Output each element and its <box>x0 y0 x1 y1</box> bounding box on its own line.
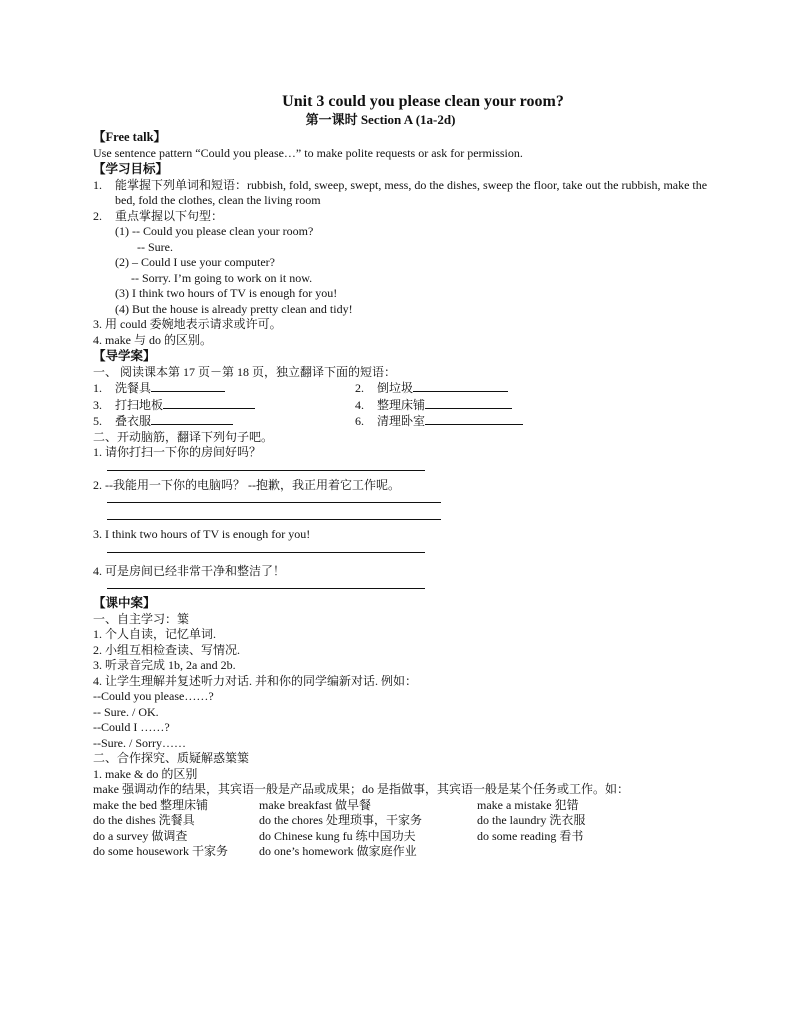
answer-blank[interactable] <box>425 413 523 425</box>
example-phrase: do the chores 处理琐事，干家务 <box>259 813 422 827</box>
answer-blank[interactable] <box>163 397 255 409</box>
phrase-text: 清理卧室 <box>377 414 426 428</box>
translate-question-4: 4. 可是房间已经非常干净和整洁了！ <box>93 563 286 578</box>
class-heading: 【课中案】 <box>93 596 156 610</box>
sentence-1b: -- Sure. <box>137 239 173 254</box>
answer-line[interactable] <box>107 510 441 520</box>
phrase-num: 3. <box>93 397 102 412</box>
dialogue-line-3: --Could I ……? <box>93 720 170 734</box>
objective-text-1: 能掌握下列单词和短语：rubbish, fold, sweep, swept, mess, do the dishes, sweep the floor, take out the rubbish, make the bed, fold the clothes, clean the living room <box>115 177 708 207</box>
phrase-item <box>93 413 355 430</box>
phrase-item <box>93 380 355 397</box>
class-item-3: 3. 听录音完成 1b, 2a and 2b. <box>93 658 236 672</box>
answer-line[interactable] <box>107 579 425 589</box>
make-do-description: make 强调动作的结果，其宾语一般是产品或成果；do 是指做事，其宾语一般是某个任务或工作。如： <box>93 782 629 796</box>
sentence-2b: -- Sorry. I’m going to work on it now. <box>131 270 313 285</box>
phrase-text: 整理床铺 <box>377 397 426 412</box>
guide-heading: 【导学案】 <box>93 349 156 363</box>
worksheet-page <box>93 92 708 860</box>
objectives-heading: 【学习目标】 <box>93 162 169 176</box>
class-item-4: 4. 让学生理解并复述听力对话. 并和你的同学编新对话. 例如： <box>93 673 418 688</box>
translate-question-1: 1. 请你打扫一下你的房间好吗？ <box>93 445 262 459</box>
guide-part-2: 二、开动脑筋，翻译下列句子吧。 <box>93 429 274 444</box>
phrase-row-1 <box>93 380 708 397</box>
phrase-row-3 <box>93 413 708 430</box>
sentence-1a: (1) -- Could you please clean your room? <box>115 224 314 238</box>
phrase-num: 5. <box>93 414 102 428</box>
example-phrase: do one’s homework 做家庭作业 <box>259 844 417 858</box>
example-phrase: do some housework 干家务 <box>93 844 228 858</box>
class-part-2: 二、合作探究、质疑解惑䈎䈎 <box>93 751 250 765</box>
phrase-item <box>355 380 508 397</box>
objective-item-1 <box>93 178 708 209</box>
page-title: Unit 3 could you please clean your room? <box>282 93 564 110</box>
phrase-text: 倒垃圾 <box>377 381 414 395</box>
example-phrase: do the dishes 洗餐具 <box>93 813 195 827</box>
example-row-2 <box>93 813 708 829</box>
free-talk-heading: 【Free talk】 <box>93 130 167 144</box>
answer-blank[interactable] <box>151 413 233 425</box>
objective-text-2: 重点掌握以下句型： <box>115 208 224 223</box>
free-talk-text: Use sentence pattern “Could you please…” to make polite requests or ask for permission. <box>93 145 523 160</box>
dialogue-line-4: --Sure. / Sorry…… <box>93 735 186 750</box>
example-phrase: make the bed 整理床铺 <box>93 797 208 812</box>
answer-blank[interactable] <box>425 397 512 409</box>
class-item-2: 2. 小组互相检查读、写情况. <box>93 642 241 657</box>
answer-blank[interactable] <box>151 380 225 392</box>
objective-num-2: 2. <box>93 208 102 223</box>
objective-item-3: 3. 用 could 委婉地表示请求或许可。 <box>93 317 282 331</box>
example-phrase: do some reading 看书 <box>477 828 584 843</box>
answer-line[interactable] <box>107 493 441 503</box>
phrase-num: 1. <box>93 381 102 395</box>
sentence-3: (3) I think two hours of TV is enough for you! <box>115 286 338 300</box>
class-part-1: 一、自主学习：䈎 <box>93 611 190 626</box>
example-phrase: do Chinese kung fu 练中国功夫 <box>259 828 416 843</box>
class-item-1: 1. 个人自读，记忆单词. <box>93 627 217 641</box>
phrase-item <box>355 413 523 430</box>
phrase-text: 洗餐具 <box>115 381 152 395</box>
phrase-num: 4. <box>355 397 364 412</box>
translate-question-3: 3. I think two hours of TV is enough for you! <box>93 527 311 541</box>
example-row-3 <box>93 829 708 845</box>
objective-item-2 <box>93 209 708 225</box>
example-phrase: do a survey 做调查 <box>93 828 188 843</box>
objective-num-1: 1. <box>93 177 102 192</box>
objective-item-4: 4. make 与 do 的区别。 <box>93 332 212 347</box>
phrase-item <box>93 397 355 414</box>
page-subtitle: 第一课时 Section A (1a-2d) <box>305 112 456 127</box>
example-phrase: make breakfast 做早餐 <box>259 797 371 812</box>
example-phrase: do the laundry 洗衣服 <box>477 813 586 827</box>
make-do-title: 1. make & do 的区别 <box>93 766 198 781</box>
example-row-1 <box>93 798 708 814</box>
phrase-num: 6. <box>355 414 364 428</box>
phrase-text: 叠衣服 <box>115 414 152 428</box>
sentence-2a: (2) – Could I use your computer? <box>115 255 275 269</box>
sentence-4: (4) But the house is already pretty clean and tidy! <box>115 301 353 316</box>
phrase-item <box>355 397 512 414</box>
example-row-4 <box>93 844 708 860</box>
phrase-num: 2. <box>355 381 364 395</box>
answer-line[interactable] <box>107 461 425 471</box>
example-phrase: make a mistake 犯错 <box>477 797 579 812</box>
dialogue-line-1: --Could you please……? <box>93 689 214 703</box>
answer-blank[interactable] <box>413 380 508 392</box>
phrase-row-2 <box>93 397 708 414</box>
guide-part-1: 一、 阅读课本第 17 页－第 18 页，独立翻译下面的短语： <box>93 364 397 379</box>
dialogue-line-2: -- Sure. / OK. <box>93 704 159 719</box>
phrase-text: 打扫地板 <box>115 397 164 412</box>
translate-question-2: 2. --我能用一下你的电脑吗？ --抱歉，我正用着它工作呢。 <box>93 477 400 492</box>
answer-line[interactable] <box>107 543 425 553</box>
